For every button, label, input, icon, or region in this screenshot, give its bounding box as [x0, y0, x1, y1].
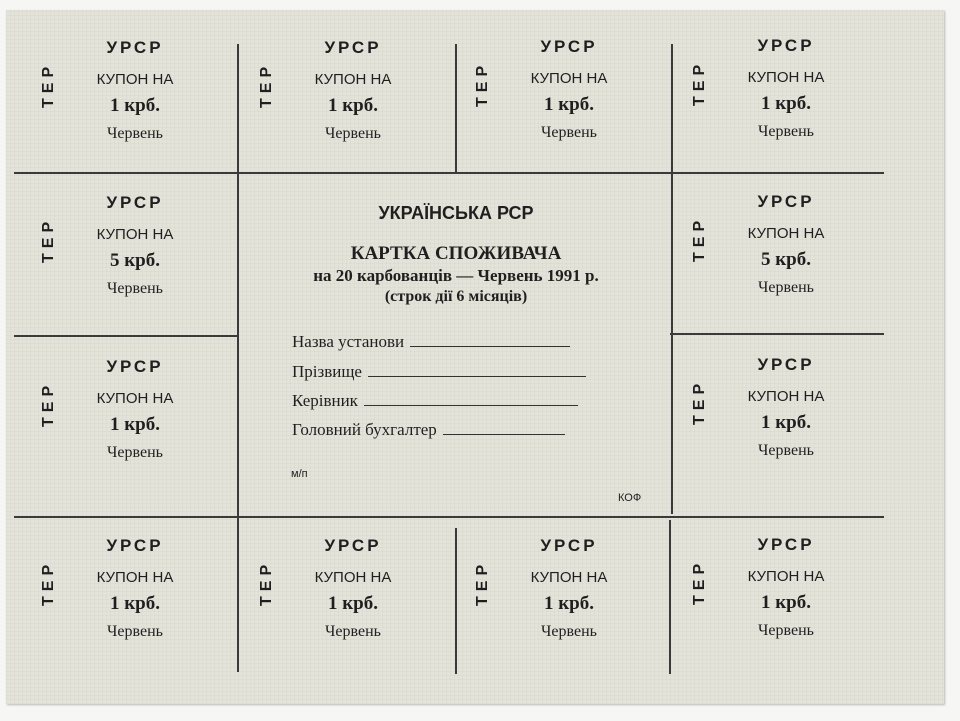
fill-line[interactable]: [410, 334, 570, 347]
field-label: Прізвище: [292, 362, 362, 381]
coupon-amount: 1 крб.: [109, 414, 160, 435]
grid-line: [455, 528, 457, 674]
coupon-amount: 1 крб.: [760, 93, 811, 114]
coupon: [474, 536, 664, 656]
coupon-label: КУПОН НА: [530, 70, 608, 87]
coupon-header: УРСР: [106, 536, 164, 555]
coupon: [40, 38, 230, 158]
coupon-month: Червень: [758, 279, 814, 296]
coupon-header: УРСР: [106, 193, 164, 212]
coupon-header: УРСР: [106, 38, 164, 57]
coupon-header: УРСР: [540, 536, 598, 555]
coupon-label: КУПОН НА: [314, 71, 392, 88]
coupon-side-label: ТЕР: [691, 215, 708, 262]
grid-line: [237, 44, 239, 672]
coupon-label: КУПОН НА: [747, 69, 825, 86]
card-title: КАРТКА СПОЖИВАЧА: [350, 243, 562, 264]
coupon-label: КУПОН НА: [96, 569, 174, 586]
coupon-month: Червень: [758, 442, 814, 459]
coupon-side-label: ТЕР: [40, 559, 57, 606]
coupon-month: Червень: [107, 444, 163, 461]
coupon-header: УРСР: [324, 536, 382, 555]
coupon-header: УРСР: [757, 36, 815, 55]
coupon-label: КУПОН НА: [747, 388, 825, 405]
coupon-month: Червень: [107, 125, 163, 142]
grid-line: [14, 516, 884, 518]
grid-line: [670, 333, 884, 335]
coupon-header: УРСР: [757, 355, 815, 374]
coupon-label: КУПОН НА: [96, 226, 174, 243]
field-manager: [292, 391, 578, 411]
coupon-amount: 1 крб.: [327, 593, 378, 614]
coupon-amount: 5 крб.: [760, 249, 811, 270]
card-validity: (строк дії 6 місяців): [384, 288, 528, 305]
coupon-label: КУПОН НА: [747, 225, 825, 242]
field-label: Головний бухгалтер: [292, 420, 437, 439]
coupon-amount: 1 крб.: [760, 412, 811, 433]
coupon-side-label: ТЕР: [40, 380, 57, 427]
coupon-month: Червень: [325, 623, 381, 640]
coupon-month: Червень: [541, 124, 597, 141]
coupon-header: УРСР: [757, 535, 815, 554]
fill-line[interactable]: [443, 422, 565, 435]
field-chief-accountant: [292, 420, 565, 440]
coupon: [258, 536, 448, 656]
coupon-header: УРСР: [757, 192, 815, 211]
coupon-amount: 1 крб.: [760, 592, 811, 613]
coupon-month: Червень: [107, 280, 163, 297]
coupon-side-label: ТЕР: [474, 559, 491, 606]
coupon-month: Червень: [325, 125, 381, 142]
coupon-label: КУПОН НА: [314, 569, 392, 586]
coupon-label: КУПОН НА: [96, 71, 174, 88]
fill-line[interactable]: [368, 364, 586, 377]
field-institution: [292, 332, 570, 352]
coupon-month: Червень: [107, 623, 163, 640]
print-code: КОФ: [618, 492, 642, 504]
coupon: [40, 536, 230, 656]
grid-line: [671, 44, 673, 514]
field-label: Назва установи: [292, 332, 405, 351]
coupon-amount: 1 крб.: [543, 593, 594, 614]
coupon-month: Червень: [758, 622, 814, 639]
coupon-side-label: ТЕР: [40, 216, 57, 263]
coupon-header: УРСР: [324, 38, 382, 57]
coupon-side-label: ТЕР: [40, 61, 57, 108]
coupon-sheet: [6, 10, 944, 704]
coupon: [691, 355, 881, 475]
coupon: [474, 37, 664, 157]
coupon-side-label: ТЕР: [691, 558, 708, 605]
coupon-amount: 1 крб.: [109, 593, 160, 614]
coupon-amount: 1 крб.: [327, 95, 378, 116]
coupon: [691, 192, 881, 312]
coupon-label: КУПОН НА: [747, 568, 825, 585]
coupon-month: Червень: [541, 623, 597, 640]
coupon: [40, 193, 230, 313]
grid-line: [455, 44, 457, 172]
coupon-amount: 1 крб.: [543, 94, 594, 115]
coupon-header: УРСР: [540, 37, 598, 56]
stamp-place: м/п: [291, 468, 308, 480]
coupon: [40, 357, 230, 477]
coupon-label: КУПОН НА: [530, 569, 608, 586]
coupon-month: Червень: [758, 123, 814, 140]
coupon-side-label: ТЕР: [258, 61, 275, 108]
coupon: [691, 36, 881, 156]
coupon-amount: 1 крб.: [109, 95, 160, 116]
coupon-label: КУПОН НА: [96, 390, 174, 407]
coupon: [691, 535, 881, 655]
coupon-side-label: ТЕР: [691, 378, 708, 425]
card-subtitle: на 20 карбованців — Червень 1991 р.: [313, 266, 599, 285]
coupon-header: УРСР: [106, 357, 164, 376]
coupon-side-label: ТЕР: [691, 59, 708, 106]
coupon-side-label: ТЕР: [258, 559, 275, 606]
grid-line: [669, 520, 671, 674]
grid-line: [14, 172, 884, 174]
card-republic: УКРАЇНСЬКА РСР: [378, 203, 534, 223]
field-label: Керівник: [292, 391, 358, 410]
coupon: [258, 38, 448, 158]
coupon-side-label: ТЕР: [474, 60, 491, 107]
grid-line: [14, 335, 238, 337]
coupon-amount: 5 крб.: [109, 250, 160, 271]
fill-line[interactable]: [364, 393, 578, 406]
field-surname: [292, 362, 586, 382]
